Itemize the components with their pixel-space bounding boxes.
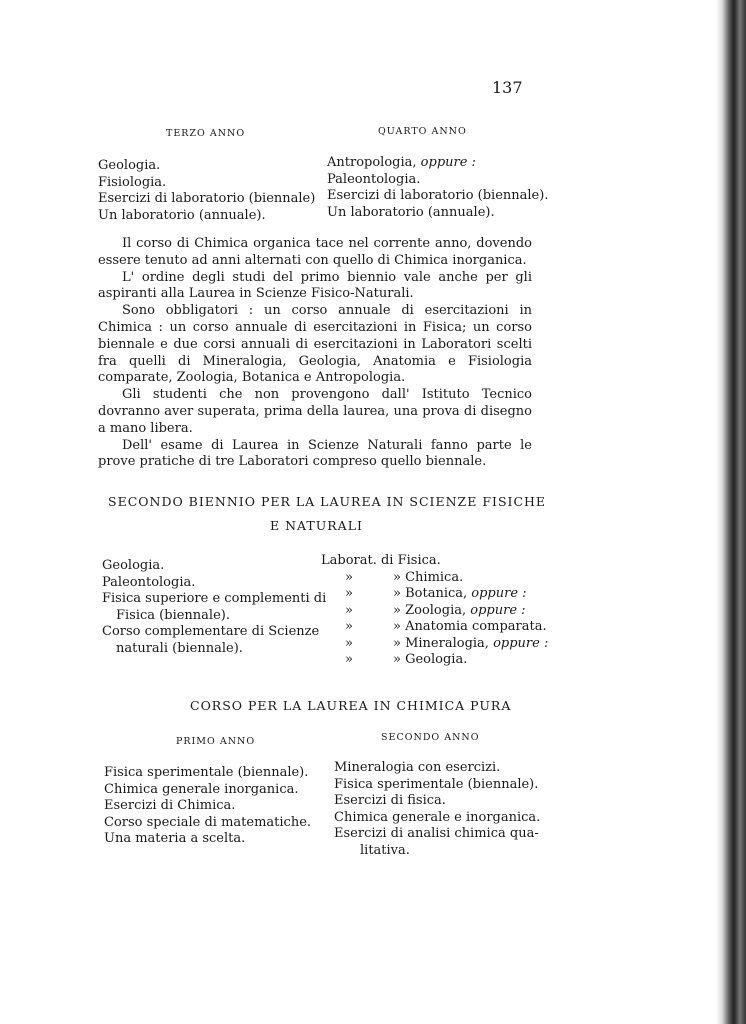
course-item: Corso speciale di matematiche. — [104, 814, 312, 830]
course-item: Chimica generale e inorganica. — [334, 809, 541, 825]
paragraph: Il corso di Chimica organica tace nel corrente anno, dovendo essere tenuto ad anni alternati con quello di Chimica inorganica. — [98, 236, 532, 268]
course-item: Antropologia, oppure : — [327, 155, 476, 170]
paragraph: Sono obbligatori : un corso annuale di esercitazioni in Chimica : un corso annuale di esercitazioni in Fisica; un corso biennale e due corsi annuali di esercitazioni in Laboratori scelti fra quelli di Mineralogia, Geologia, Anatomia e Fisiologia comparate, Zoologia, Botanica e Antropologia. — [98, 303, 532, 386]
section-title: CORSO PER LA LAUREA IN CHIMICA PURA — [190, 698, 512, 713]
course-item: Esercizi di fisica. — [334, 793, 446, 808]
course-item: Esercizi di laboratorio (biennale). — [327, 188, 549, 203]
course-item: Paleontologia. — [102, 574, 196, 590]
lab-item: » » Mineralogia, oppure : — [345, 635, 549, 651]
paragraph: L' ordine degli studi del primo biennio vale anche per gli aspiranti alla Laurea in Scienze Fisico-Naturali. — [98, 269, 532, 302]
laboratori-list — [321, 553, 548, 669]
course-item: Fisica (biennale). — [116, 607, 230, 623]
paragraph: Gli studenti che non provengono dall' Istituto Tecnico dovranno aver superata, prima della laurea, una prova di disegno a mano libera. — [98, 387, 532, 436]
course-item: Corso complementare di Scienze — [102, 624, 320, 639]
lab-item: » » Anatomia comparata. — [345, 619, 547, 634]
notes-paragraphs — [98, 236, 532, 471]
page-number: 137 — [492, 78, 523, 97]
quarto-anno-heading: QUARTO ANNO — [378, 126, 467, 137]
course-item: Fisica sperimentale (biennale). — [334, 776, 539, 792]
course-item: naturali (biennale). — [116, 640, 243, 656]
course-item: Un laboratorio (annuale). — [98, 207, 266, 223]
course-item: litativa. — [360, 842, 410, 858]
book-binding-edge — [716, 0, 746, 1024]
lab-item: » » Geologia. — [345, 652, 468, 667]
section-title-cont: E NATURALI — [270, 518, 363, 533]
course-item: Esercizi di laboratorio (biennale) — [98, 191, 316, 206]
quarto-anno-list — [327, 155, 548, 221]
primo-anno-list — [104, 765, 311, 848]
lab-item: » » Chimica. — [345, 569, 464, 585]
course-item: Geologia. — [98, 158, 161, 173]
lab-item: » » Zoologia, oppure : — [345, 602, 526, 618]
paragraph: Dell' esame di Laurea in Scienze Naturali fanno parte le prove pratiche di tre Laboratori compreso quello biennale. — [98, 437, 532, 470]
course-item: Chimica generale inorganica. — [104, 781, 299, 797]
course-item: Fisica superiore e complementi di — [102, 591, 327, 606]
section-title: SECONDO BIENNIO PER LA LAUREA IN SCIENZE FISICHE — [108, 494, 547, 509]
course-item: Un laboratorio (annuale). — [327, 204, 495, 220]
terzo-anno-list — [98, 158, 315, 224]
course-item: Fisiologia. — [98, 174, 167, 190]
terzo-anno-heading: TERZO ANNO — [166, 128, 246, 139]
course-item: Esercizi di analisi chimica qua- — [334, 826, 539, 841]
course-item: Paleontologia. — [327, 171, 421, 187]
secondo-anno-heading: SECONDO ANNO — [381, 732, 480, 743]
secondo-biennio-list — [102, 558, 326, 657]
lab-item: Laborat. di Fisica. — [321, 553, 441, 568]
lab-item: » » Botanica, oppure : — [345, 586, 527, 601]
secondo-anno-list — [334, 760, 540, 859]
course-item: Fisica sperimentale (biennale). — [104, 765, 309, 780]
course-item: Mineralogia con esercizi. — [334, 760, 501, 775]
primo-anno-heading: PRIMO ANNO — [176, 736, 256, 747]
course-item: Una materia a scelta. — [104, 831, 246, 846]
course-item: Esercizi di Chimica. — [104, 798, 236, 813]
course-item: Geologia. — [102, 558, 165, 573]
